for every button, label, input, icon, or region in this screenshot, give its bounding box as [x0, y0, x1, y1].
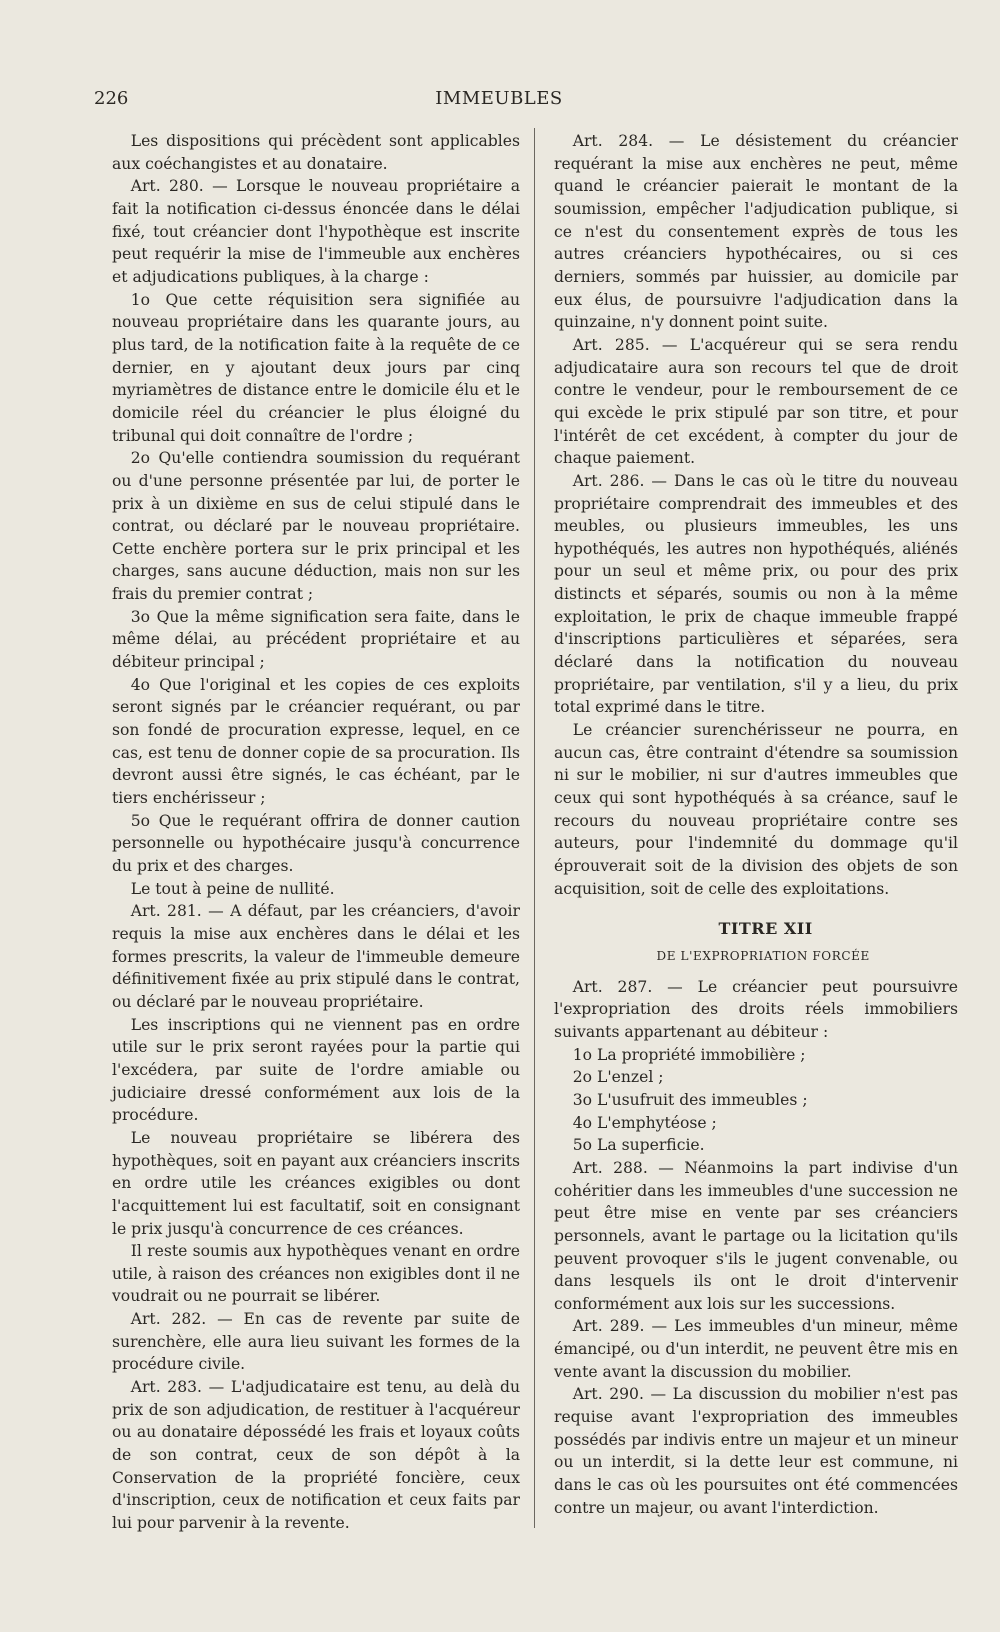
- section-subtitle: DE L'EXPROPRIATION FORCÉE: [656, 948, 870, 963]
- right-column: [554, 130, 958, 1519]
- paragraph: 2o Qu'elle contiendra soumission du requérant ou d'une personne présentée par lui, de porter le prix à un dixième en sus de celui stipulé dans le contrat, ou déclaré par le nouveau propriétaire. Cette enchère portera sur le prix principal et les charges, sans aucune déduction, mais non sur les frais du premier contrat ;: [112, 449, 520, 604]
- paragraph: 4o Que l'original et les copies de ces exploits seront signés par le créancier requérant, ou par son fondé de procuration expresse, lequel, en ce cas, est tenu de donner copie de sa procuration. Ils devront aussi être signés, le cas échéant, par le tiers enchérisseur ;: [112, 675, 520, 808]
- list-item: 1o La propriété immobilière ;: [572, 1045, 806, 1064]
- list-item: 2o L'enzel ;: [572, 1068, 664, 1087]
- list-item: 3o L'usufruit des immeubles ;: [572, 1090, 808, 1109]
- paragraph: Il reste soumis aux hypothèques venant en ordre utile, à raison des créances non exigibles dont il ne voudrait ou ne pourrait se libérer.: [112, 1242, 520, 1306]
- running-head: IMMEUBLES: [435, 88, 563, 109]
- page-header: [94, 88, 904, 120]
- page-number: 226: [94, 88, 129, 109]
- paragraph: Art. 282. — En cas de revente par suite de surenchère, elle aura lieu suivant les formes de la procédure civile.: [112, 1310, 520, 1374]
- paragraph: Art. 290. — La discussion du mobilier n'est pas requise avant l'expropriation des immeubles possédés par indivis entre un majeur et un mineur ou un interdit, si la dette leur est commune, ni dans le cas où les poursuites ont été commencées contre un majeur, ou avant l'interdiction.: [554, 1385, 958, 1517]
- paragraph: Art. 283. — L'adjudicataire est tenu, au delà du prix de son adjudication, de restituer à l'acquéreur ou au donataire dépossédé les frais et loyaux coûts de son contrat, ceux de son dépôt à la Conservation de la propriété foncière, ceux d'inscription, ceux de notification et ceux faits par lui pour parvenir à la revente.: [112, 1378, 520, 1533]
- paragraph: Le créancier surenchérisseur ne pourra, en aucun cas, être contraint d'étendre sa soumission ni sur le mobilier, ni sur d'autres immeubles que ceux qui sont hypothéqués à sa créance, sauf le recours du nouveau propriétaire contre ses auteurs, pour l'indemnité du dommage qu'il éprouverait soit de la division des objets de son acquisition, soit de celle des exploitations.: [554, 721, 958, 898]
- paragraph: Art. 281. — A défaut, par les créanciers, d'avoir requis la mise aux enchères dans le délai et les formes prescrits, la valeur de l'immeuble demeure définitivement fixée au prix stipulé dans le contrat, ou déclaré par le nouveau propriétaire.: [112, 902, 520, 1011]
- section-title: TITRE XII: [718, 919, 813, 939]
- paragraph: Les dispositions qui précèdent sont applicables aux coéchangistes et au donataire.: [112, 132, 520, 173]
- paragraph: Art. 286. — Dans le cas où le titre du nouveau propriétaire comprendrait des immeubles et des meubles, ou plusieurs immeubles, les uns hypothéqués, les autres non hypothéqués, aliénés pour un seul et même prix, ou pour des prix distincts et séparés, soumis ou non à la même exploitation, le prix de chaque immeuble frappé d'inscriptions particulières et séparées, sera déclaré dans la notification du nouveau propriétaire, par ventilation, s'il y a lieu, du prix total exprimé dans le titre.: [554, 471, 958, 717]
- paragraph: Les inscriptions qui ne viennent pas en ordre utile sur le prix seront rayées pour la partie qui l'excédera, par suite de l'ordre amiable ou judiciaire dressé conformément aux lois de la procédure.: [112, 1015, 520, 1125]
- paragraph: Art. 280. — Lorsque le nouveau propriétaire a fait la notification ci-dessus énoncée dans le délai fixé, tout créancier dont l'hypothèque est inscrite peut requérir la mise de l'immeuble aux enchères et adjudications publiques, à la charge :: [112, 177, 520, 286]
- paragraph: Art. 287. — Le créancier peut poursuivre l'expropriation des droits réels immobiliers suivants appartenant au débiteur :: [554, 977, 958, 1041]
- paragraph: Art. 288. — Néanmoins la part indivise d'un cohéritier dans les immeubles d'une succession ne peut être mise en vente par ses créanciers personnels, avant le partage ou la licitation qu'ils peuvent provoquer s'ils le jugent convenable, ou dans lesquels ils ont le droit d'intervenir conformément aux lois sur les successions.: [554, 1158, 958, 1313]
- paragraph: Art. 285. — L'acquéreur qui se sera rendu adjudicataire aura son recours tel que de droit contre le vendeur, pour le remboursement de ce qui excède le prix stipulé par son titre, et pour l'intérêt de cet excédent, à compter du jour de chaque paiement.: [554, 335, 958, 468]
- left-column: [112, 130, 520, 1535]
- list-item: 5o La superficie.: [572, 1136, 705, 1155]
- list-item: 4o L'emphytéose ;: [572, 1113, 717, 1132]
- paragraph: Le tout à peine de nullité.: [130, 879, 335, 898]
- column-divider: [534, 128, 535, 1528]
- paragraph: Art. 289. — Les immeubles d'un mineur, même émancipé, ou d'un interdit, ne peuvent être mis en vente avant la discussion du mobilier.: [554, 1317, 958, 1381]
- paragraph: Le nouveau propriétaire se libérera des hypothèques, soit en payant aux créanciers inscrits en ordre utile les créances exigibles ou dont l'acquittement lui est facultatif, soit en consignant le prix jusqu'à concurrence de ces créances.: [112, 1128, 520, 1238]
- paragraph: Art. 284. — Le désistement du créancier requérant la mise aux enchères ne peut, même quand le créancier paierait le montant de la soumission, empêcher l'adjudication publique, si ce n'est du consentement exprès de tous les autres créanciers hypothécaires, ou si ces derniers, sommés par huissier, au domicile par eux élus, de poursuivre l'adjudication dans la quinzaine, n'y donnent point suite.: [554, 132, 958, 332]
- paragraph: 5o Que le requérant offrira de donner caution personnelle ou hypothécaire jusqu'à concurrence du prix et des charges.: [112, 811, 520, 875]
- paragraph: 3o Que la même signification sera faite, dans le même délai, au précédent propriétaire et au débiteur principal ;: [112, 607, 520, 672]
- paragraph: 1o Que cette réquisition sera signifiée au nouveau propriétaire dans les quarante jours, au plus tard, de la notification faite à la requête de ce dernier, en y ajoutant deux jours par cinq myriamètres de distance entre le domicile élu et le domicile réel du créancier le plus éloigné du tribunal qui doit connaître de l'ordre ;: [112, 290, 520, 445]
